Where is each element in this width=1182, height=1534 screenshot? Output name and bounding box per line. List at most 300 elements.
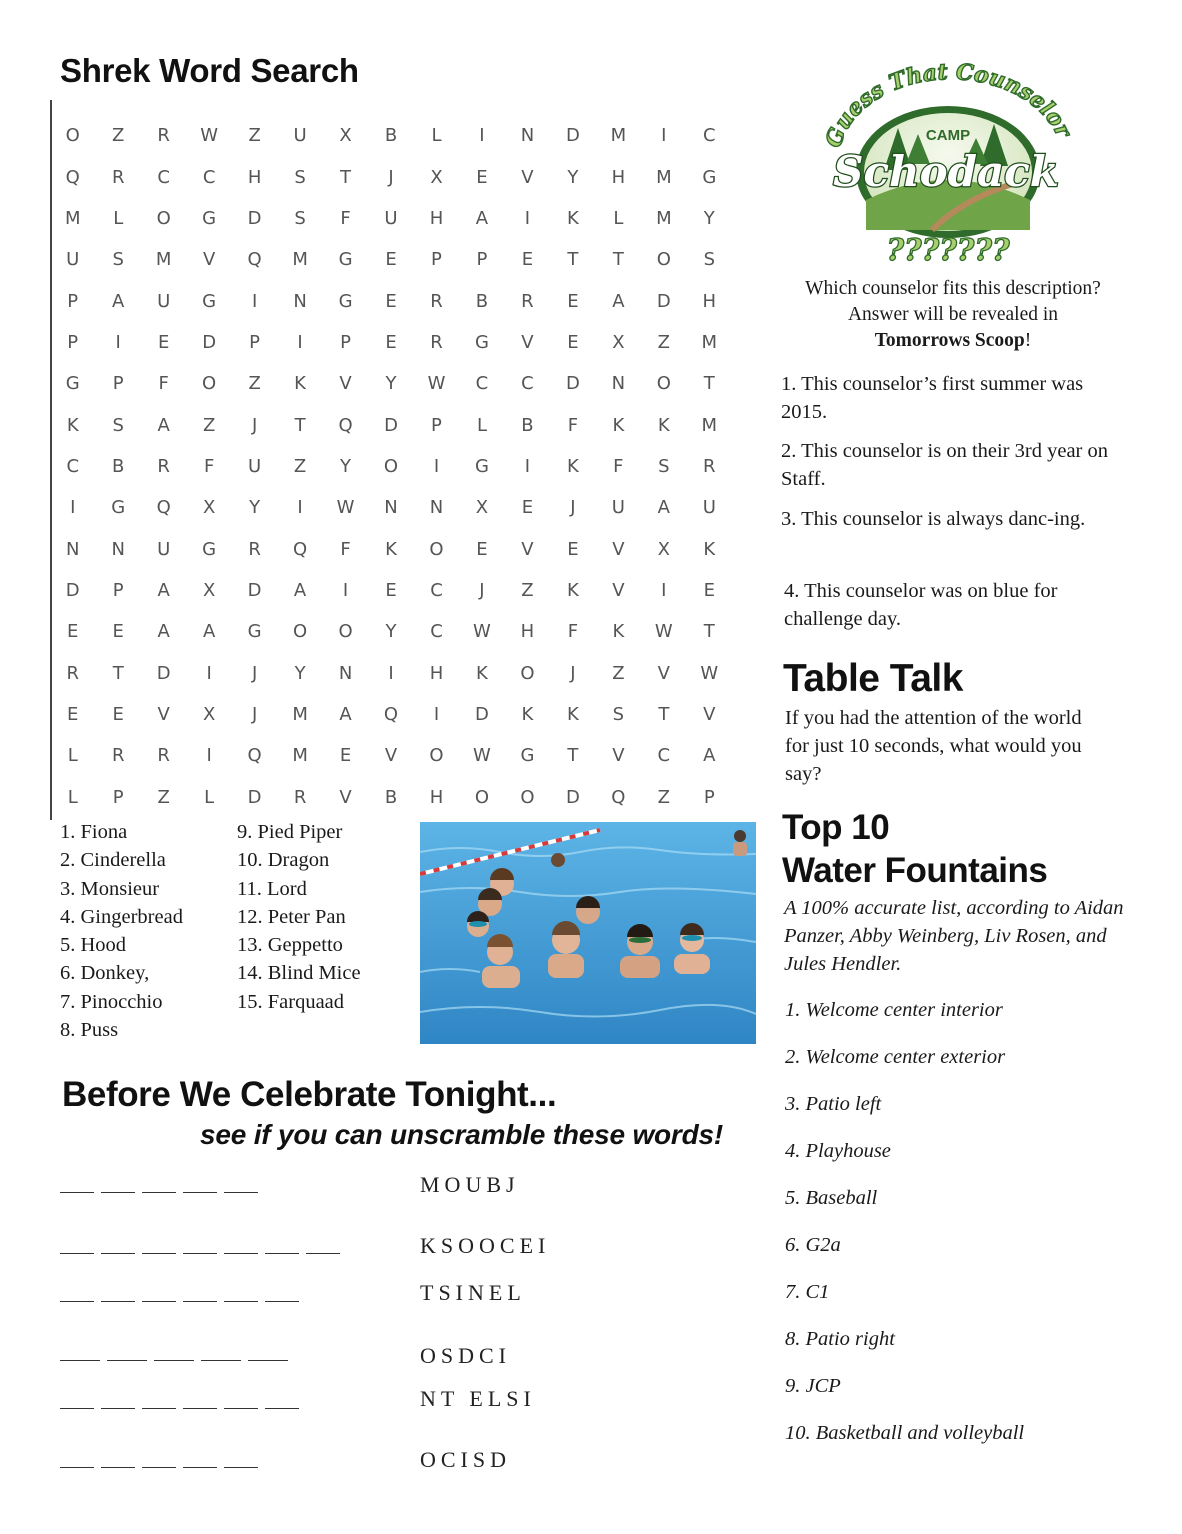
grid-letter[interactable]: O xyxy=(429,745,444,767)
grid-letter[interactable]: C xyxy=(202,166,216,188)
grid-letter[interactable]: A xyxy=(612,290,625,312)
blank xyxy=(224,1252,258,1254)
grid-letter[interactable]: K xyxy=(612,621,625,643)
grid-letter[interactable]: Q xyxy=(338,414,353,436)
grid-letter[interactable]: D xyxy=(247,579,262,601)
grid-letter[interactable]: T xyxy=(294,414,306,436)
scrambled-word: NT ELSI xyxy=(420,1386,536,1411)
grid-letter[interactable]: V xyxy=(339,373,352,395)
grid-letter[interactable]: M xyxy=(610,125,627,147)
grid-letter[interactable]: F xyxy=(613,455,624,477)
blank xyxy=(60,1407,94,1409)
top10-title-line-2: Water Fountains xyxy=(782,851,1048,890)
grid-letter[interactable]: I xyxy=(70,497,76,519)
grid-letter[interactable]: X xyxy=(430,166,443,188)
grid-letter[interactable]: O xyxy=(429,538,444,560)
grid-letter[interactable]: K xyxy=(66,414,79,436)
grid-letter[interactable]: T xyxy=(340,166,352,188)
grid-letter[interactable]: X xyxy=(475,497,489,519)
grid-letter[interactable]: E xyxy=(339,745,352,767)
grid-letter[interactable]: A xyxy=(703,745,716,767)
grid-letter[interactable]: L xyxy=(476,414,487,436)
grid-letter[interactable]: O xyxy=(338,621,353,643)
guess-counselor-intro xyxy=(778,276,1128,354)
grid-letter[interactable]: K xyxy=(566,579,579,601)
grid-letter[interactable]: K xyxy=(385,538,397,560)
grid-letter[interactable]: R xyxy=(111,166,125,188)
grid-letter[interactable]: D xyxy=(656,290,671,312)
grid-letter[interactable]: G xyxy=(202,290,217,312)
grid-letter[interactable]: J xyxy=(479,579,485,601)
grid-letter[interactable]: A xyxy=(293,579,307,601)
grid-letter[interactable]: B xyxy=(475,290,489,312)
grid-letter[interactable]: B xyxy=(521,414,534,436)
grid-letter[interactable]: R xyxy=(521,290,534,312)
grid-letter[interactable]: W xyxy=(427,373,446,395)
grid-letter[interactable]: T xyxy=(567,745,579,767)
answer-blanks-4[interactable] xyxy=(60,1359,288,1361)
grid-letter[interactable]: I xyxy=(524,455,531,477)
grid-letter[interactable]: L xyxy=(113,207,124,229)
grid-letter[interactable]: L xyxy=(431,125,442,147)
grid-letter[interactable]: V xyxy=(157,703,170,725)
grid-letter[interactable]: D xyxy=(565,125,580,147)
grid-letter[interactable]: E xyxy=(521,497,534,519)
scrambled-word: KSOOCEI xyxy=(420,1233,551,1258)
grid-letter[interactable]: E xyxy=(703,579,715,601)
grid-letter[interactable]: A xyxy=(657,497,670,519)
grid-letter[interactable]: H xyxy=(702,290,717,312)
grid-letter[interactable]: A xyxy=(157,621,170,643)
grid-letter[interactable]: D xyxy=(202,331,217,353)
grid-letter[interactable]: N xyxy=(429,497,444,519)
grid-letter[interactable]: H xyxy=(429,786,444,808)
intro-line-2: Answer will be revealed in xyxy=(847,304,1059,325)
grid-letter[interactable]: D xyxy=(475,703,489,725)
grid-letter[interactable]: W xyxy=(200,125,219,147)
word-list-column-2 xyxy=(237,818,417,1016)
grid-letter[interactable]: P xyxy=(340,331,351,353)
grid-letter[interactable]: Y xyxy=(703,207,715,229)
grid-letter[interactable]: E xyxy=(112,703,124,725)
grid-letter[interactable]: S xyxy=(112,249,124,271)
grid-letter[interactable]: E xyxy=(567,290,579,312)
grid-letter[interactable]: U xyxy=(384,207,398,229)
grid-letter[interactable]: I xyxy=(524,207,531,229)
grid-letter[interactable]: I xyxy=(297,497,303,519)
grid-letter[interactable]: L xyxy=(67,745,78,767)
grid-letter[interactable]: M xyxy=(292,703,308,725)
grid-letter[interactable]: Q xyxy=(247,249,262,271)
answer-blanks-5[interactable] xyxy=(60,1407,299,1409)
grid-letter[interactable]: Y xyxy=(385,621,397,643)
grid-letter[interactable]: H xyxy=(247,166,262,188)
grid-letter[interactable]: G xyxy=(474,331,489,353)
grid-letter[interactable]: E xyxy=(157,331,170,353)
grid-letter[interactable]: V xyxy=(521,166,534,188)
fountain-item: 4. Playhouse xyxy=(785,1140,891,1162)
grid-letter[interactable]: E xyxy=(67,703,79,725)
grid-letter[interactable]: A xyxy=(157,414,170,436)
blank xyxy=(142,1300,176,1302)
grid-letter[interactable]: F xyxy=(340,207,351,229)
grid-letter[interactable]: E xyxy=(567,538,579,560)
grid-letter[interactable]: S xyxy=(703,249,716,271)
word-list-item: 10. Dragon xyxy=(237,849,330,872)
answer-blanks-3[interactable] xyxy=(60,1300,299,1302)
grid-letter[interactable]: G xyxy=(65,373,80,395)
blank xyxy=(183,1300,217,1302)
grid-letter[interactable]: Q xyxy=(65,166,80,188)
grid-letter[interactable]: U xyxy=(157,290,171,312)
grid-letter[interactable]: O xyxy=(156,207,171,229)
grid-letter[interactable]: X xyxy=(202,579,216,601)
grid-letter[interactable]: K xyxy=(566,207,579,229)
grid-letter[interactable]: L xyxy=(613,207,624,229)
scrambled-word: OSDCI xyxy=(420,1343,512,1368)
grid-letter[interactable]: P xyxy=(112,373,124,395)
grid-letter[interactable]: Z xyxy=(657,331,670,353)
grid-letter[interactable]: S xyxy=(658,455,670,477)
grid-letter[interactable]: M xyxy=(701,414,718,436)
grid-letter[interactable]: N xyxy=(111,538,125,560)
grid-letter[interactable]: P xyxy=(112,786,124,808)
grid-letter[interactable]: V xyxy=(703,703,716,725)
grid-letter[interactable]: M xyxy=(292,745,308,767)
grid-letter[interactable]: M xyxy=(656,207,672,229)
grid-letter[interactable]: G xyxy=(702,166,717,188)
grid-letter[interactable]: Z xyxy=(157,786,170,808)
grid-letter[interactable]: K xyxy=(294,373,306,395)
word-list-item: 13. Geppetto xyxy=(237,934,343,957)
intro-line-3 xyxy=(778,328,1128,354)
grid-letter[interactable]: G xyxy=(111,497,126,519)
grid-letter[interactable]: A xyxy=(202,621,216,643)
grid-letter[interactable]: R xyxy=(111,745,125,767)
grid-letter[interactable]: I xyxy=(433,703,440,725)
grid-letter[interactable]: O xyxy=(292,621,308,643)
grid-letter[interactable]: B xyxy=(112,455,125,477)
grid-letter[interactable]: Z xyxy=(248,125,261,147)
grid-letter[interactable]: U xyxy=(248,455,262,477)
grid-letter[interactable]: O xyxy=(656,249,671,271)
grid-letter[interactable]: Q xyxy=(611,786,626,808)
grid-letter[interactable]: H xyxy=(429,207,444,229)
grid-letter[interactable]: Z xyxy=(657,786,670,808)
grid-letter[interactable]: W xyxy=(654,621,673,643)
grid-letter[interactable]: R xyxy=(157,455,170,477)
answer-blanks-1[interactable] xyxy=(60,1191,258,1193)
grid-letter[interactable]: P xyxy=(249,331,261,353)
grid-letter[interactable]: W xyxy=(473,621,491,643)
clue-item: 3. This counselor is always danc-ing. xyxy=(781,508,1086,530)
grid-letter[interactable]: V xyxy=(202,249,216,271)
grid-letter[interactable]: Z xyxy=(248,373,261,395)
grid-letter[interactable]: V xyxy=(339,786,352,808)
grid-letter[interactable]: P xyxy=(112,579,124,601)
word-list-item: 14. Blind Mice xyxy=(237,962,361,985)
grid-letter[interactable]: O xyxy=(656,373,671,395)
grid-letter[interactable]: A xyxy=(339,703,352,725)
grid-letter[interactable]: U xyxy=(293,125,307,147)
grid-letter[interactable]: K xyxy=(703,538,716,560)
grid-letter[interactable]: J xyxy=(251,414,258,436)
grid-letter[interactable]: T xyxy=(703,373,715,395)
grid-letter[interactable]: G xyxy=(338,290,353,312)
camp-schodack-logo xyxy=(822,60,1072,270)
grid-letter[interactable]: J xyxy=(570,662,576,684)
clue-item: 4. This counselor was on blue for challenge day. xyxy=(784,580,1058,630)
answer-blanks-2[interactable] xyxy=(60,1252,340,1254)
grid-letter[interactable]: F xyxy=(158,373,169,395)
grid-letter[interactable]: F xyxy=(567,621,579,643)
grid-letter[interactable]: V xyxy=(612,579,625,601)
grid-letter[interactable]: W xyxy=(473,745,491,767)
blank xyxy=(265,1300,299,1302)
grid-letter[interactable]: E xyxy=(385,579,397,601)
grid-letter[interactable]: X xyxy=(657,538,670,560)
grid-letter[interactable]: N xyxy=(611,373,626,395)
grid-letter[interactable]: T xyxy=(567,249,579,271)
grid-letter[interactable]: G xyxy=(474,455,489,477)
grid-letter[interactable]: D xyxy=(565,373,580,395)
grid-letter[interactable]: D xyxy=(65,579,80,601)
grid-letter[interactable]: P xyxy=(67,331,79,353)
grid-letter[interactable]: Q xyxy=(292,538,308,560)
fountain-item: 9. JCP xyxy=(785,1375,841,1397)
grid-letter[interactable]: G xyxy=(338,249,353,271)
grid-letter[interactable]: A xyxy=(112,290,125,312)
grid-letter[interactable]: A xyxy=(157,579,170,601)
grid-letter[interactable]: K xyxy=(566,703,579,725)
grid-letter[interactable]: S xyxy=(612,703,625,725)
grid-letter[interactable]: D xyxy=(384,414,398,436)
grid-letter[interactable]: K xyxy=(612,414,625,436)
grid-letter[interactable]: I xyxy=(206,662,212,684)
grid-letter[interactable]: A xyxy=(475,207,489,229)
grid-letter[interactable]: D xyxy=(156,662,171,684)
grid-letter[interactable]: Y xyxy=(249,497,261,519)
grid-letter[interactable]: H xyxy=(429,662,444,684)
grid-letter[interactable]: P xyxy=(703,786,715,808)
grid-letter[interactable]: M xyxy=(656,166,672,188)
grid-letter[interactable]: C xyxy=(703,125,716,147)
grid-letter[interactable]: N xyxy=(384,497,398,519)
grid-letter[interactable]: R xyxy=(293,786,307,808)
grid-letter[interactable]: V xyxy=(384,745,398,767)
word-list-item: 15. Farquaad xyxy=(237,990,345,1013)
grid-letter[interactable]: T xyxy=(112,662,124,684)
grid-letter[interactable]: R xyxy=(430,290,443,312)
grid-letter[interactable]: U xyxy=(702,497,716,519)
grid-letter[interactable]: K xyxy=(521,703,534,725)
grid-letter[interactable]: X xyxy=(202,497,216,519)
grid-letter[interactable]: C xyxy=(430,621,443,643)
grid-letter[interactable]: I xyxy=(661,579,667,601)
grid-letter[interactable]: W xyxy=(700,662,719,684)
grid-letter[interactable]: V xyxy=(612,538,625,560)
grid-letter[interactable]: J xyxy=(251,703,258,725)
grid-letter[interactable]: U xyxy=(157,538,171,560)
grid-letter[interactable]: J xyxy=(570,497,576,519)
grid-letter[interactable]: V xyxy=(612,745,625,767)
grid-letter[interactable]: R xyxy=(66,662,79,684)
grid-letter[interactable]: F xyxy=(567,414,579,436)
grid-letter[interactable]: Z xyxy=(112,125,125,147)
blank xyxy=(101,1407,135,1409)
grid-letter[interactable]: K xyxy=(566,455,579,477)
grid-letter[interactable]: P xyxy=(431,414,442,436)
grid-letter[interactable]: X xyxy=(612,331,625,353)
fountain-item: 7. C1 xyxy=(785,1281,830,1303)
grid-letter[interactable]: I xyxy=(388,662,394,684)
word-list-column-1 xyxy=(60,818,230,1044)
grid-letter[interactable]: R xyxy=(703,455,716,477)
grid-row xyxy=(50,404,732,445)
grid-letter[interactable]: O xyxy=(520,786,535,808)
grid-letter[interactable]: N xyxy=(293,290,307,312)
grid-letter[interactable]: Z xyxy=(202,414,216,436)
grid-letter[interactable]: I xyxy=(342,579,349,601)
grid-letter[interactable]: E xyxy=(476,538,488,560)
grid-letter[interactable]: M xyxy=(155,249,172,271)
grid-letter[interactable]: O xyxy=(202,373,217,395)
grid-letter[interactable]: C xyxy=(657,745,671,767)
grid-letter[interactable]: G xyxy=(202,538,217,560)
grid-letter[interactable]: I xyxy=(297,331,303,353)
grid-letter[interactable]: O xyxy=(65,125,80,147)
grid-letter[interactable]: I xyxy=(115,331,121,353)
grid-letter[interactable]: I xyxy=(206,745,212,767)
grid-letter[interactable]: E xyxy=(385,249,397,271)
grid-letter[interactable]: X xyxy=(339,125,352,147)
grid-letter[interactable]: V xyxy=(521,331,534,353)
word-list-item: 8. Puss xyxy=(60,1019,119,1042)
grid-letter[interactable]: E xyxy=(67,621,79,643)
grid-letter[interactable]: D xyxy=(247,786,262,808)
grid-letter[interactable]: B xyxy=(384,786,398,808)
logo-arc-text: Guess That Counselo xyxy=(822,60,1070,151)
grid-letter[interactable]: L xyxy=(67,786,78,808)
grid-letter[interactable]: J xyxy=(388,166,394,188)
grid-letter[interactable]: O xyxy=(520,662,535,684)
grid-letter[interactable]: G xyxy=(202,207,217,229)
blank xyxy=(101,1252,135,1254)
word-search-grid xyxy=(50,115,732,818)
grid-letter[interactable]: V xyxy=(657,662,670,684)
grid-letter[interactable]: O xyxy=(383,455,399,477)
grid-letter[interactable]: K xyxy=(476,662,488,684)
blank xyxy=(183,1407,217,1409)
grid-letter[interactable]: N xyxy=(338,662,353,684)
grid-letter[interactable]: Y xyxy=(294,662,306,684)
grid-letter[interactable]: S xyxy=(294,207,306,229)
grid-letter[interactable]: E xyxy=(476,166,488,188)
grid-letter[interactable]: M xyxy=(292,249,308,271)
grid-letter[interactable]: Q xyxy=(383,703,399,725)
grid-letter[interactable]: C xyxy=(430,579,443,601)
grid-letter[interactable]: U xyxy=(611,497,625,519)
grid-letter[interactable]: Y xyxy=(567,166,579,188)
grid-letter[interactable]: C xyxy=(157,166,170,188)
word-list-item: 5. Hood xyxy=(60,934,127,957)
fountain-item: 6. G2a xyxy=(785,1234,841,1256)
grid-letter[interactable]: C xyxy=(66,455,80,477)
grid-letter[interactable]: V xyxy=(521,538,534,560)
grid-letter[interactable]: P xyxy=(476,249,488,271)
grid-letter[interactable]: B xyxy=(384,125,398,147)
grid-letter[interactable]: C xyxy=(475,373,489,395)
grid-letter[interactable]: H xyxy=(520,621,535,643)
grid-letter[interactable]: G xyxy=(247,621,262,643)
grid-letter[interactable]: T xyxy=(612,249,624,271)
grid-letter[interactable]: Y xyxy=(340,455,352,477)
grid-letter[interactable]: R xyxy=(248,538,261,560)
grid-letter[interactable]: Y xyxy=(385,373,397,395)
grid-letter[interactable]: E xyxy=(385,331,397,353)
grid-letter[interactable]: W xyxy=(336,497,355,519)
grid-letter[interactable]: D xyxy=(247,207,262,229)
answer-blanks-6[interactable] xyxy=(60,1466,258,1468)
blank xyxy=(201,1359,241,1361)
grid-letter[interactable]: S xyxy=(294,166,306,188)
grid-letter[interactable]: E xyxy=(567,331,579,353)
grid-letter[interactable]: T xyxy=(703,621,715,643)
grid-letter[interactable]: Z xyxy=(293,455,307,477)
grid-letter[interactable]: D xyxy=(565,786,580,808)
grid-letter[interactable]: E xyxy=(112,621,124,643)
grid-letter[interactable]: Q xyxy=(247,745,262,767)
grid-letter[interactable]: F xyxy=(340,538,351,560)
grid-letter[interactable]: J xyxy=(251,662,258,684)
grid-letter[interactable]: C xyxy=(521,373,534,395)
grid-letter[interactable]: H xyxy=(611,166,626,188)
grid-letter[interactable]: L xyxy=(204,786,215,808)
grid-letter[interactable]: P xyxy=(431,249,442,271)
grid-letter[interactable]: I xyxy=(251,290,258,312)
grid-letter[interactable]: N xyxy=(520,125,535,147)
grid-letter[interactable]: S xyxy=(112,414,124,436)
grid-letter[interactable]: I xyxy=(661,125,667,147)
grid-letter[interactable]: I xyxy=(479,125,485,147)
grid-letter[interactable]: I xyxy=(433,455,440,477)
grid-letter[interactable]: P xyxy=(67,290,79,312)
grid-letter[interactable]: Z xyxy=(612,662,625,684)
grid-letter[interactable]: M xyxy=(701,331,718,353)
blank xyxy=(142,1191,176,1193)
fountain-item: 5. Baseball xyxy=(785,1187,878,1209)
grid-letter[interactable]: X xyxy=(202,703,216,725)
grid-letter[interactable]: R xyxy=(157,745,170,767)
grid-letter[interactable]: E xyxy=(521,249,534,271)
fountain-item: 1. Welcome center interior xyxy=(785,999,1003,1021)
grid-letter[interactable]: E xyxy=(385,290,397,312)
grid-letter[interactable]: T xyxy=(658,703,670,725)
grid-letter[interactable]: F xyxy=(203,455,215,477)
word-search-title: Shrek Word Search xyxy=(60,52,359,89)
grid-letter[interactable]: R xyxy=(430,331,443,353)
grid-letter[interactable]: U xyxy=(66,249,80,271)
clue-item: 1. This counselor’s first summer was 2015. xyxy=(781,373,1084,423)
grid-letter[interactable]: R xyxy=(157,125,170,147)
grid-letter[interactable]: M xyxy=(64,207,81,229)
grid-letter[interactable]: Z xyxy=(521,579,534,601)
grid-letter[interactable]: G xyxy=(520,745,535,767)
grid-letter[interactable]: O xyxy=(474,786,490,808)
grid-letter[interactable]: Q xyxy=(156,497,171,519)
grid-letter[interactable]: N xyxy=(66,538,80,560)
grid-letter[interactable]: K xyxy=(657,414,670,436)
